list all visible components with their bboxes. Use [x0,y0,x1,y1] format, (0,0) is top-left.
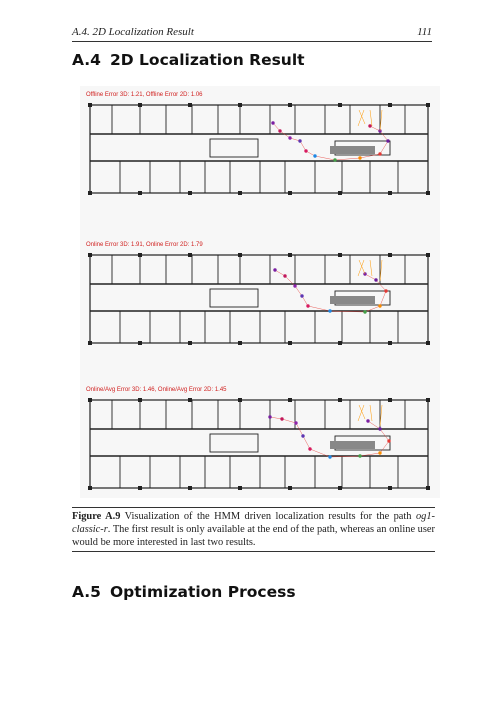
pillar [426,253,430,257]
position-estimate-dot [374,278,377,281]
position-estimate-dot [363,310,366,313]
pillar [238,398,242,402]
measurement-ray [370,110,372,126]
position-estimate-dot [268,415,271,418]
pillar [88,191,92,195]
position-estimate-dot [368,124,371,127]
pillar [138,341,142,345]
pillar [288,341,292,345]
pillar [238,486,242,490]
floorplan-figure [80,86,440,498]
panel-error-label: Online Error 3D: 1.91, Online Error 2D: 1.79 [86,242,203,248]
pillar [338,486,342,490]
pillar [88,253,92,257]
measurement-ray [359,405,365,419]
pillar [288,398,292,402]
position-estimate-dot [328,455,331,458]
stair-core [210,139,258,157]
section-title: 2D Localization Result [110,51,305,69]
measurement-ray [359,260,365,274]
pillar [288,486,292,490]
panel-error-label: Offline Error 3D: 1.21, Offline Error 2D: 1.06 [86,92,203,98]
section-title: Optimization Process [110,583,296,601]
measurement-ray [358,260,364,276]
section-heading-a4 [72,51,305,69]
pillar [338,191,342,195]
pillar [188,341,192,345]
position-estimate-dot [358,454,361,457]
pillar [426,486,430,490]
position-estimate-dot [273,268,276,271]
pillar [238,253,242,257]
pillar [88,398,92,402]
position-estimate-dot [278,129,281,132]
pillar [88,103,92,107]
pillar [138,253,142,257]
stair-core [210,434,258,452]
section-number: A.4 [72,51,101,69]
page-number: 111 [417,26,432,38]
pillar [426,103,430,107]
position-estimate-dot [298,139,301,142]
position-estimate-dot [306,304,309,307]
pillar [138,103,142,107]
panel-error-label: Online/Avg Error 3D: 1.46, Online/Avg Error 2D: 1.45 [86,387,227,393]
caption-rule-bottom [72,551,435,552]
position-estimate-dot [387,439,390,442]
trajectory-line [273,123,388,160]
position-estimate-dot [301,434,304,437]
pillar [338,398,342,402]
pillar [238,191,242,195]
position-estimate-dot [386,139,389,142]
pillar [88,486,92,490]
pillar [138,486,142,490]
pillar [388,191,392,195]
building-outline [90,255,428,343]
section-heading-a5 [72,583,296,601]
position-estimate-dot [328,309,331,312]
position-estimate-dot [333,158,336,161]
measurement-ray [370,260,372,276]
building-outline [90,400,428,488]
stair-core [210,289,258,307]
running-head-section: A.4. 2D Localization Result [72,26,194,38]
measurement-ray [358,405,364,421]
position-estimate-dot [308,447,311,450]
position-estimate-dot [300,294,303,297]
caption-text-after: . The first result is only available at the end of the path, whereas an online user would be more interested in last two results. [72,524,435,549]
pillar [426,191,430,195]
position-estimate-dot [384,289,387,292]
running-head [72,26,432,38]
figure-a9 [80,86,440,498]
pillar [388,341,392,345]
position-estimate-dot [293,284,296,287]
position-estimate-dot [378,451,381,454]
building-outline [90,105,428,193]
pillar [238,103,242,107]
trajectory-line [270,417,389,457]
pillar [426,341,430,345]
floorplan-panel-3 [86,387,430,490]
section-number: A.5 [72,583,101,601]
caption-rule-top [72,507,435,508]
pillar [238,341,242,345]
pillar [338,103,342,107]
pillar [288,253,292,257]
pillar [188,253,192,257]
shaft-block [330,296,375,304]
pillar [388,486,392,490]
pillar [288,103,292,107]
position-estimate-dot [366,419,369,422]
pillar [188,398,192,402]
pillar [388,103,392,107]
measurement-ray [358,110,364,126]
floorplan-panel-2 [86,242,430,345]
measurement-ray [359,110,365,124]
caption-text-before: Visualization of the HMM driven localization results for the path [120,511,416,522]
position-estimate-dot [378,152,381,155]
pillar [138,398,142,402]
position-estimate-dot [288,136,291,139]
figure-caption [72,510,435,550]
pillar [88,341,92,345]
caption-label: Figure A.9 [72,511,121,522]
header-rule [72,41,432,42]
pillar [138,191,142,195]
position-estimate-dot [358,156,361,159]
pillar [288,191,292,195]
pillar [388,398,392,402]
pillar [338,253,342,257]
measurement-ray [370,405,372,421]
position-estimate-dot [378,427,381,430]
floorplan-panel-1 [86,92,430,195]
pillar [188,191,192,195]
position-estimate-dot [271,121,274,124]
position-estimate-dot [283,274,286,277]
caption-path-name: og1-classic-r [72,511,435,536]
pillar [338,341,342,345]
pillar [388,253,392,257]
shaft-block [330,441,375,449]
pillar [188,486,192,490]
pillar [426,398,430,402]
position-estimate-dot [313,154,316,157]
shaft-block [330,146,375,154]
position-estimate-dot [378,304,381,307]
position-estimate-dot [304,149,307,152]
position-estimate-dot [280,417,283,420]
pillar [188,103,192,107]
position-estimate-dot [294,421,297,424]
